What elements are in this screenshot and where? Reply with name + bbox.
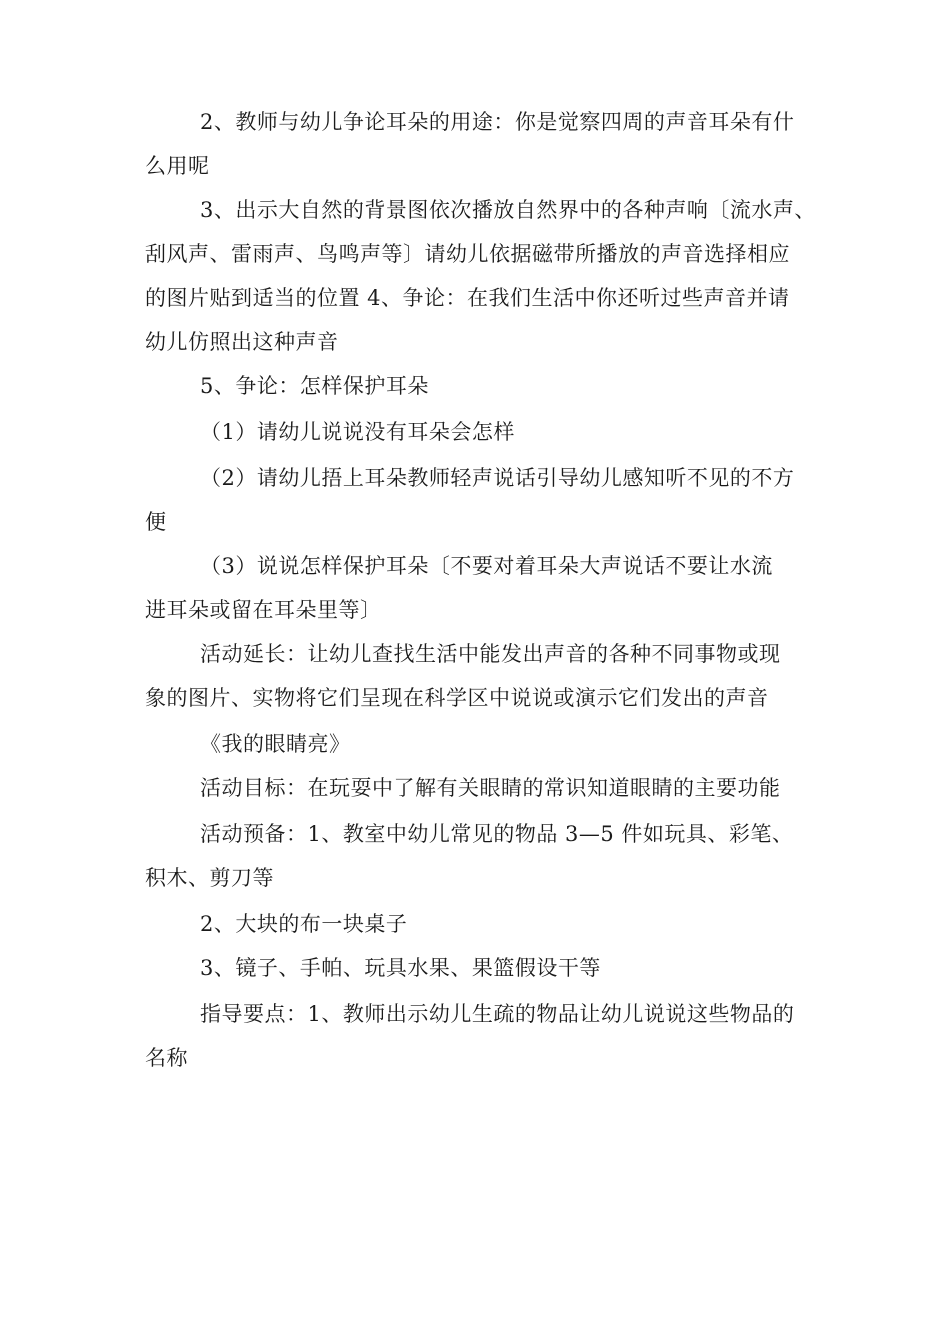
- text-line: 的图片贴到适当的位置 4、争论：在我们生活中你还听过些声音并请: [145, 286, 790, 310]
- text-line: （1）请幼儿说说没有耳朵会怎样: [200, 420, 515, 444]
- text-line: （2）请幼儿捂上耳朵教师轻声说话引导幼儿感知听不见的不方: [200, 466, 795, 490]
- text-line: 3、镜子、手帕、玩具水果、果篮假设干等: [200, 956, 601, 980]
- text-line: 活动延长：让幼儿查找生活中能发出声音的各种不同事物或现: [200, 642, 781, 666]
- text-line: 活动预备：1、教室中幼儿常见的物品 3—5 件如玩具、彩笔、: [200, 822, 794, 846]
- text-line: 5、争论：怎样保护耳朵: [200, 374, 429, 398]
- text-line: 么用呢: [145, 154, 210, 178]
- text-line: 进耳朵或留在耳朵里等〕: [145, 598, 382, 622]
- text-line: 积木、剪刀等: [145, 866, 274, 890]
- text-line: 《我的眼睛亮》: [200, 732, 351, 756]
- text-line: 2、大块的布一块桌子: [200, 912, 408, 936]
- text-line: 刮风声、雷雨声、鸟鸣声等〕请幼儿依据磁带所播放的声音选择相应: [145, 242, 790, 266]
- text-line: 活动目标：在玩耍中了解有关眼睛的常识知道眼睛的主要功能: [200, 776, 781, 800]
- text-line: 指导要点：1、教师出示幼儿生疏的物品让幼儿说说这些物品的: [200, 1002, 795, 1026]
- text-line: 便: [145, 510, 167, 534]
- text-line: （3）说说怎样保护耳朵〔不要对着耳朵大声说话不要让水流: [200, 554, 773, 578]
- text-line: 3、出示大自然的背景图依次播放自然界中的各种声响〔流水声、: [200, 198, 816, 222]
- text-line: 象的图片、实物将它们呈现在科学区中说说或演示它们发出的声音: [145, 686, 769, 710]
- text-line: 2、教师与幼儿争论耳朵的用途：你是觉察四周的声音耳朵有什: [200, 110, 795, 134]
- text-line: 名称: [145, 1046, 188, 1070]
- text-line: 幼儿仿照出这种声音: [145, 330, 339, 354]
